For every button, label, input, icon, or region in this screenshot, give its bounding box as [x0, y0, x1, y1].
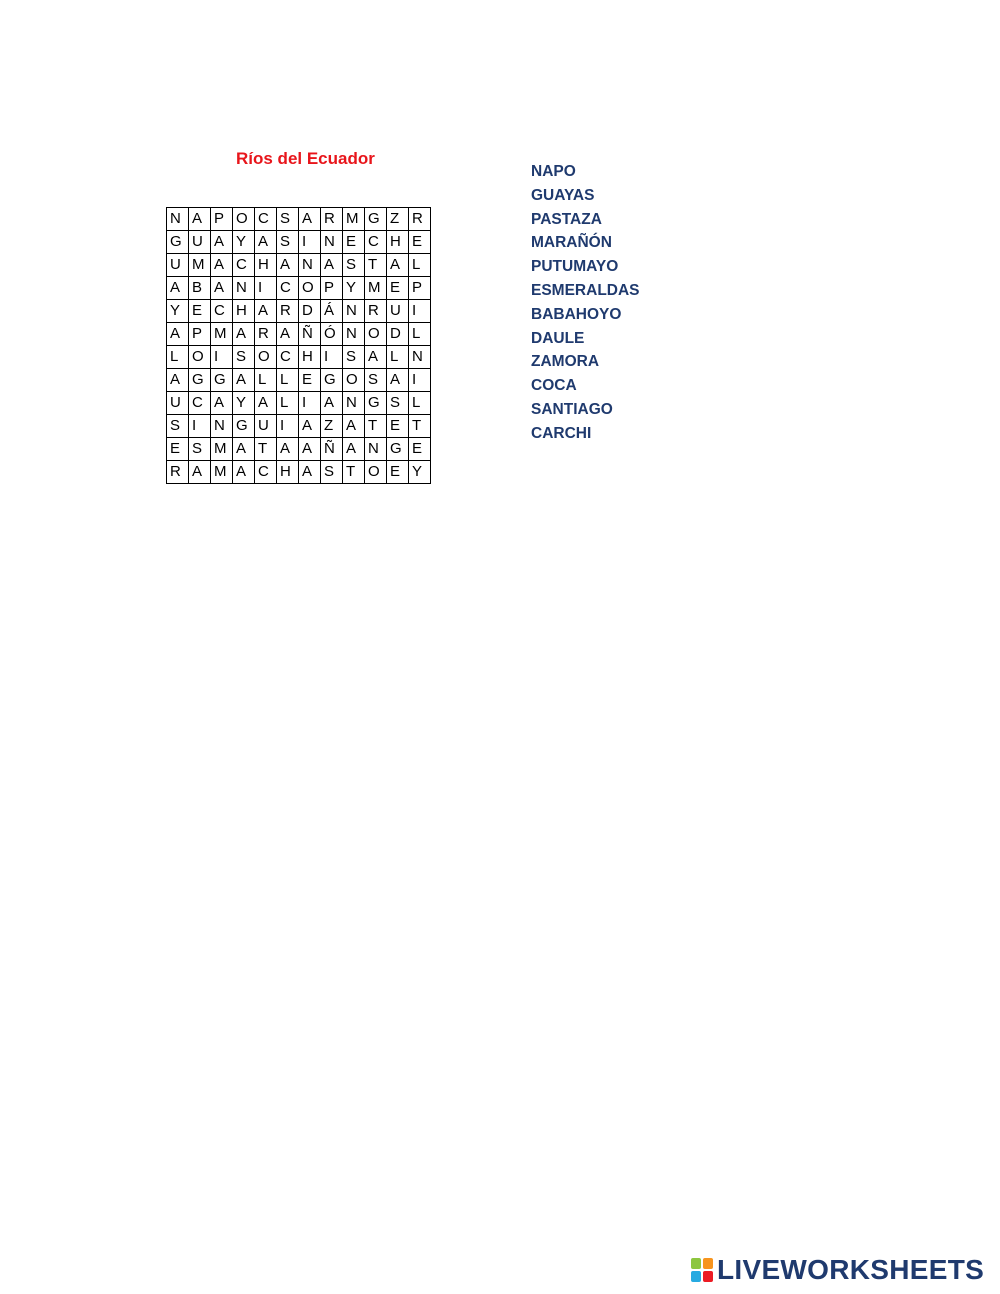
grid-cell[interactable]: C [277, 277, 299, 300]
grid-cell[interactable]: H [255, 254, 277, 277]
grid-cell[interactable]: L [409, 254, 431, 277]
grid-cell[interactable]: L [277, 369, 299, 392]
logo-square [703, 1258, 713, 1269]
grid-cell[interactable]: A [321, 392, 343, 415]
grid-cell[interactable]: P [211, 208, 233, 231]
grid-cell[interactable]: M [189, 254, 211, 277]
grid-cell[interactable]: S [233, 346, 255, 369]
grid-cell[interactable]: Y [233, 392, 255, 415]
grid-cell[interactable]: U [167, 392, 189, 415]
grid-cell[interactable]: L [277, 392, 299, 415]
grid-cell[interactable]: E [409, 231, 431, 254]
grid-cell[interactable]: D [387, 323, 409, 346]
grid-cell[interactable]: I [255, 277, 277, 300]
grid-cell[interactable]: A [211, 392, 233, 415]
grid-row [167, 277, 431, 300]
grid-row [167, 438, 431, 461]
grid-cell[interactable]: C [211, 300, 233, 323]
grid-cell[interactable]: H [387, 231, 409, 254]
grid-cell[interactable]: B [189, 277, 211, 300]
grid-cell[interactable]: E [387, 415, 409, 438]
logo-square [691, 1271, 701, 1282]
word-list-item: BABAHOYO [531, 305, 622, 323]
grid-cell[interactable]: E [167, 438, 189, 461]
grid-row [167, 208, 431, 231]
grid-row [167, 369, 431, 392]
grid-cell[interactable]: U [387, 300, 409, 323]
grid-cell[interactable]: H [299, 346, 321, 369]
grid-cell[interactable]: T [255, 438, 277, 461]
grid-row [167, 300, 431, 323]
grid-cell[interactable]: T [365, 254, 387, 277]
grid-cell[interactable]: S [343, 254, 365, 277]
grid-row [167, 323, 431, 346]
grid-cell[interactable]: A [211, 231, 233, 254]
grid-cell[interactable]: E [343, 231, 365, 254]
grid-row [167, 231, 431, 254]
grid-cell[interactable]: N [299, 254, 321, 277]
grid-cell[interactable]: S [343, 346, 365, 369]
grid-cell[interactable]: A [233, 323, 255, 346]
grid-cell[interactable]: N [343, 323, 365, 346]
grid-cell[interactable]: N [343, 392, 365, 415]
grid-cell[interactable]: C [233, 254, 255, 277]
grid-cell[interactable]: Y [167, 300, 189, 323]
grid-cell[interactable]: N [343, 300, 365, 323]
grid-cell[interactable]: P [409, 277, 431, 300]
grid-cell[interactable]: O [299, 277, 321, 300]
grid-cell[interactable]: N [365, 438, 387, 461]
grid-cell[interactable]: M [365, 277, 387, 300]
grid-cell[interactable]: Ñ [299, 323, 321, 346]
grid-cell[interactable]: A [233, 369, 255, 392]
grid-cell[interactable]: E [299, 369, 321, 392]
grid-cell[interactable]: Y [343, 277, 365, 300]
word-list-item: SANTIAGO [531, 400, 613, 418]
grid-cell[interactable]: A [189, 208, 211, 231]
grid-cell[interactable]: A [167, 369, 189, 392]
grid-cell[interactable]: A [299, 208, 321, 231]
logo-square [691, 1258, 701, 1269]
grid-cell[interactable]: I [299, 392, 321, 415]
grid-cell[interactable]: O [365, 323, 387, 346]
liveworksheets-logo-icon [691, 1258, 713, 1282]
grid-cell[interactable]: G [167, 231, 189, 254]
grid-cell[interactable]: A [255, 300, 277, 323]
grid-cell[interactable]: S [167, 415, 189, 438]
grid-cell[interactable]: I [189, 415, 211, 438]
grid-cell[interactable]: L [387, 346, 409, 369]
grid-cell[interactable]: M [343, 208, 365, 231]
grid-cell[interactable]: R [409, 208, 431, 231]
word-list-item: PASTAZA [531, 210, 602, 228]
grid-cell[interactable]: L [409, 392, 431, 415]
grid-cell[interactable]: T [343, 461, 365, 484]
grid-cell[interactable]: O [343, 369, 365, 392]
grid-row [167, 254, 431, 277]
grid-cell[interactable]: T [365, 415, 387, 438]
grid-cell[interactable]: A [387, 369, 409, 392]
grid-cell[interactable]: O [189, 346, 211, 369]
grid-cell[interactable]: U [167, 254, 189, 277]
grid-cell[interactable]: G [365, 208, 387, 231]
grid-cell[interactable]: E [387, 277, 409, 300]
grid-cell[interactable]: A [211, 277, 233, 300]
word-list [531, 160, 640, 446]
grid-cell[interactable]: E [387, 461, 409, 484]
grid-cell[interactable]: A [233, 438, 255, 461]
liveworksheets-brand [691, 1254, 984, 1286]
grid-cell[interactable]: I [321, 346, 343, 369]
grid-cell[interactable]: S [189, 438, 211, 461]
grid-cell[interactable]: A [277, 438, 299, 461]
grid-cell[interactable]: A [211, 254, 233, 277]
grid-cell[interactable]: A [299, 461, 321, 484]
grid-cell[interactable]: L [167, 346, 189, 369]
grid-cell[interactable]: T [409, 415, 431, 438]
grid-cell[interactable]: M [211, 438, 233, 461]
grid-cell[interactable]: G [189, 369, 211, 392]
grid-cell[interactable]: S [365, 369, 387, 392]
grid-cell[interactable]: G [365, 392, 387, 415]
word-list-item: NAPO [531, 163, 576, 180]
grid-cell[interactable]: I [409, 300, 431, 323]
grid-cell[interactable]: A [365, 346, 387, 369]
grid-cell[interactable]: L [409, 323, 431, 346]
grid-cell[interactable]: Z [321, 415, 343, 438]
grid-cell[interactable]: S [277, 231, 299, 254]
grid-cell[interactable]: C [365, 231, 387, 254]
grid-cell[interactable]: Z [387, 208, 409, 231]
grid-cell[interactable]: G [233, 415, 255, 438]
grid-cell[interactable]: L [255, 369, 277, 392]
word-list-item: CARCHI [531, 424, 592, 442]
grid-row [167, 415, 431, 438]
word-search-grid [166, 207, 431, 484]
grid-cell[interactable]: A [255, 392, 277, 415]
grid-cell[interactable]: S [321, 461, 343, 484]
grid-cell[interactable]: O [233, 208, 255, 231]
grid-cell[interactable]: R [321, 208, 343, 231]
grid-cell[interactable]: A [343, 438, 365, 461]
grid-cell[interactable]: A [255, 231, 277, 254]
grid-cell[interactable]: E [189, 300, 211, 323]
word-list-item: ESMERALDAS [531, 281, 640, 299]
grid-cell[interactable]: I [299, 231, 321, 254]
grid-cell[interactable]: A [343, 415, 365, 438]
grid-cell[interactable]: A [277, 323, 299, 346]
grid-cell[interactable]: I [277, 415, 299, 438]
grid-cell[interactable]: Á [321, 300, 343, 323]
grid-cell[interactable]: C [255, 461, 277, 484]
grid-row [167, 392, 431, 415]
word-list-item: COCA [531, 377, 577, 395]
grid-cell[interactable]: Y [409, 461, 431, 484]
word-list-item: DAULE [531, 329, 585, 347]
grid-cell[interactable]: A [277, 254, 299, 277]
grid-cell[interactable]: Ó [321, 323, 343, 346]
grid-cell[interactable]: G [387, 438, 409, 461]
grid-cell[interactable]: H [277, 461, 299, 484]
worksheet-title: Ríos del Ecuador [236, 149, 375, 168]
grid-cell[interactable]: A [387, 254, 409, 277]
grid-cell[interactable]: M [211, 461, 233, 484]
grid-cell[interactable]: S [277, 208, 299, 231]
grid-cell[interactable]: R [365, 300, 387, 323]
grid-cell[interactable]: I [211, 346, 233, 369]
word-list-item: GUAYAS [531, 186, 595, 204]
grid-cell[interactable]: A [299, 438, 321, 461]
grid-cell[interactable]: M [211, 323, 233, 346]
grid-cell[interactable]: U [255, 415, 277, 438]
grid-cell[interactable]: A [299, 415, 321, 438]
grid-cell[interactable]: N [167, 208, 189, 231]
word-list-item: PUTUMAYO [531, 258, 619, 276]
logo-square [703, 1271, 713, 1282]
grid-cell[interactable]: G [211, 369, 233, 392]
grid-cell[interactable]: E [409, 438, 431, 461]
grid-cell[interactable]: A [233, 461, 255, 484]
grid-row [167, 461, 431, 484]
grid-cell[interactable]: R [255, 323, 277, 346]
grid-cell[interactable]: U [189, 231, 211, 254]
word-list-item: MARAÑÓN [531, 234, 612, 252]
brand-name: LIVEWORKSHEETS [717, 1254, 985, 1285]
grid-cell[interactable]: A [321, 254, 343, 277]
grid-row [167, 346, 431, 369]
grid-cell[interactable]: Y [233, 231, 255, 254]
grid-cell[interactable]: O [365, 461, 387, 484]
grid-cell[interactable]: I [409, 369, 431, 392]
grid-cell[interactable]: G [321, 369, 343, 392]
grid-cell[interactable]: A [167, 277, 189, 300]
grid-cell[interactable]: N [321, 231, 343, 254]
grid-cell[interactable]: D [299, 300, 321, 323]
grid-cell[interactable]: A [189, 461, 211, 484]
grid-cell[interactable]: Ñ [321, 438, 343, 461]
grid-cell[interactable]: C [255, 208, 277, 231]
grid-cell[interactable]: R [277, 300, 299, 323]
grid-cell[interactable]: N [211, 415, 233, 438]
grid-cell[interactable]: O [255, 346, 277, 369]
grid-cell[interactable]: C [277, 346, 299, 369]
grid-cell[interactable]: P [321, 277, 343, 300]
grid-cell[interactable]: P [189, 323, 211, 346]
grid-cell[interactable]: C [189, 392, 211, 415]
grid-cell[interactable]: A [167, 323, 189, 346]
grid-cell[interactable]: N [233, 277, 255, 300]
grid-cell[interactable]: S [387, 392, 409, 415]
grid-cell[interactable]: N [409, 346, 431, 369]
grid-cell[interactable]: R [167, 461, 189, 484]
grid-cell[interactable]: H [233, 300, 255, 323]
word-list-item: ZAMORA [531, 353, 600, 371]
